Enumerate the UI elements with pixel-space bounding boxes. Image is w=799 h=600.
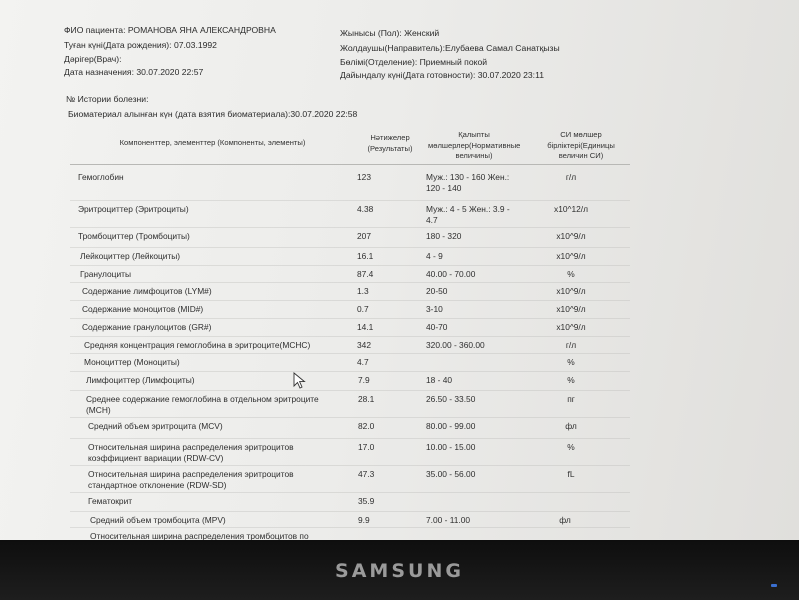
- row-name: Гемоглобин: [78, 172, 124, 182]
- row-name: Лимфоциттер (Лимфоциты): [86, 375, 195, 385]
- row-unit: %: [567, 269, 575, 279]
- row-value: 123: [357, 172, 371, 182]
- row-name: Содержание гранулоцитов (GR#): [82, 322, 212, 332]
- row-value: 16.1: [357, 251, 374, 261]
- row-divider: [70, 300, 630, 301]
- row-name: Средняя концентрация гемоглобина в эритроците(MCHC): [84, 340, 311, 350]
- row-divider: [70, 527, 630, 528]
- row-norm: 20-50: [426, 286, 448, 296]
- row-value: 7.9: [358, 375, 370, 385]
- row-unit: x10^9/л: [556, 251, 586, 261]
- header-component: Компоненттер, элементтер (Компоненты, элементы): [119, 138, 306, 147]
- ready-date: Дайындалу күні(Дата готовности): 30.07.2020 23:11: [340, 70, 544, 80]
- row-value: 4.7: [357, 357, 369, 367]
- row-unit: г/л: [565, 340, 577, 350]
- referrer: Жолдаушы(Направитель):Елубаева Самал Санатқызы: [340, 43, 560, 53]
- row-unit: fL: [567, 469, 575, 479]
- patient-name: ФИО пациента: РОМАНОВА ЯНА АЛЕКСАНДРОВНА: [64, 25, 276, 35]
- row-norm: 4 - 9: [426, 251, 443, 261]
- history-number: № Истории болезни:: [66, 94, 149, 104]
- row-norm: 80.00 - 99.00: [426, 421, 476, 431]
- row-divider: [70, 438, 630, 439]
- row-divider: [70, 282, 630, 283]
- row-divider: [70, 465, 630, 466]
- row-norm: Муж.: 130 - 160 Жен.: 120 - 140: [426, 172, 510, 194]
- mouse-cursor-icon: [293, 372, 307, 390]
- row-divider: [70, 492, 630, 493]
- row-divider: [70, 247, 630, 248]
- row-divider: [70, 390, 630, 391]
- row-norm: 35.00 - 56.00: [426, 469, 476, 479]
- row-unit: %: [567, 442, 575, 452]
- row-unit: x10^12/л: [554, 204, 588, 214]
- row-name: Относительная ширина распределения эритроцитов коэффициент вариации (RDW-CV): [88, 442, 294, 464]
- row-unit: x10^9/л: [556, 322, 586, 332]
- row-value: 47.3: [358, 469, 375, 479]
- row-value: 82.0: [358, 421, 375, 431]
- row-name: Гранулоциты: [80, 269, 131, 279]
- biomaterial-date: Биоматериал алынған күн (дата взятия биоматериала):30.07.2020 22:58: [68, 109, 358, 119]
- row-name: Относительная ширина распределения эритроцитов стандартное отклонение (RDW-SD): [88, 469, 294, 491]
- row-norm: 10.00 - 15.00: [426, 442, 476, 452]
- row-value: 207: [357, 231, 371, 241]
- row-divider: [70, 227, 630, 228]
- row-value: 0.7: [357, 304, 369, 314]
- row-unit: г/л: [565, 172, 577, 182]
- row-unit: %: [567, 375, 575, 385]
- row-divider: [70, 265, 630, 266]
- row-unit: пг: [567, 394, 575, 404]
- row-name: Средний объем эритроцита (MCV): [88, 421, 223, 431]
- header-result: Нәтижелер (Результаты): [367, 133, 413, 153]
- row-value: 87.4: [357, 269, 374, 279]
- row-norm: 40-70: [426, 322, 448, 332]
- row-value: 9.9: [358, 515, 370, 525]
- row-divider: [70, 200, 630, 201]
- row-unit: %: [567, 357, 575, 367]
- row-value: 342: [357, 340, 371, 350]
- row-norm: 7.00 - 11.00: [426, 515, 471, 525]
- row-name: Средний объем тромбоцита (MPV): [90, 515, 226, 525]
- patient-sex: Жынысы (Пол): Женский: [340, 28, 440, 38]
- row-name: Относительная ширина распределения тромбоцитов по: [90, 531, 309, 540]
- row-divider: [70, 336, 630, 337]
- power-led: [771, 584, 777, 587]
- row-unit: фл: [565, 421, 577, 431]
- row-name: Гематокрит: [88, 496, 133, 506]
- row-norm: 3-10: [426, 304, 443, 314]
- row-value: 4.38: [357, 204, 374, 214]
- row-norm: 180 - 320: [426, 231, 462, 241]
- department: Бөлімі(Отделение): Приемный покой: [340, 57, 488, 67]
- row-divider: [70, 371, 630, 372]
- row-name: Содержание моноцитов (MID#): [82, 304, 204, 314]
- patient-dob: Туған күні(Дата рождения): 07.03.1992: [64, 40, 217, 50]
- header-divider: [70, 164, 630, 165]
- doctor: Дәрігер(Врач):: [64, 54, 122, 64]
- row-unit: x10^9/л: [556, 231, 586, 241]
- row-name: Эритроциттер (Эритроциты): [78, 204, 189, 214]
- row-name: Содержание лимфоцитов (LYM#): [82, 286, 212, 296]
- header-unit: СИ мөлшер бірліктері(Единицы величин СИ): [547, 130, 615, 161]
- header-norm: Қалыпты мөлшерлер(Нормативные величины): [428, 130, 521, 161]
- row-value: 28.1: [358, 394, 375, 404]
- row-norm: 40.00 - 70.00: [426, 269, 476, 279]
- row-norm: 26.50 - 33.50: [426, 394, 476, 404]
- row-divider: [70, 417, 630, 418]
- row-value: 1.3: [357, 286, 369, 296]
- row-unit: фл: [559, 515, 571, 525]
- row-name: Лейкоциттер (Лейкоциты): [80, 251, 181, 261]
- row-value: 17.0: [358, 442, 375, 452]
- row-name: Среднее содержание гемоглобина в отдельном эритроците (MCH): [86, 394, 319, 416]
- row-divider: [70, 318, 630, 319]
- row-unit: x10^9/л: [556, 304, 586, 314]
- row-unit: x10^9/л: [556, 286, 586, 296]
- row-name: Тромбоциттер (Тромбоциты): [78, 231, 190, 241]
- monitor-brand-logo: SAMSUNG: [335, 560, 464, 582]
- row-value: 35.9: [358, 496, 375, 506]
- monitor-bezel: [0, 540, 799, 600]
- assigned-date: Дата назначения: 30.07.2020 22:57: [64, 67, 204, 77]
- row-divider: [70, 511, 630, 512]
- row-divider: [70, 353, 630, 354]
- row-norm: Муж.: 4 - 5 Жен.: 3.9 - 4.7: [426, 204, 510, 226]
- row-value: 14.1: [357, 322, 374, 332]
- row-name: Моноциттер (Моноциты): [84, 357, 180, 367]
- row-norm: 320.00 - 360.00: [426, 340, 485, 350]
- row-norm: 18 - 40: [426, 375, 453, 385]
